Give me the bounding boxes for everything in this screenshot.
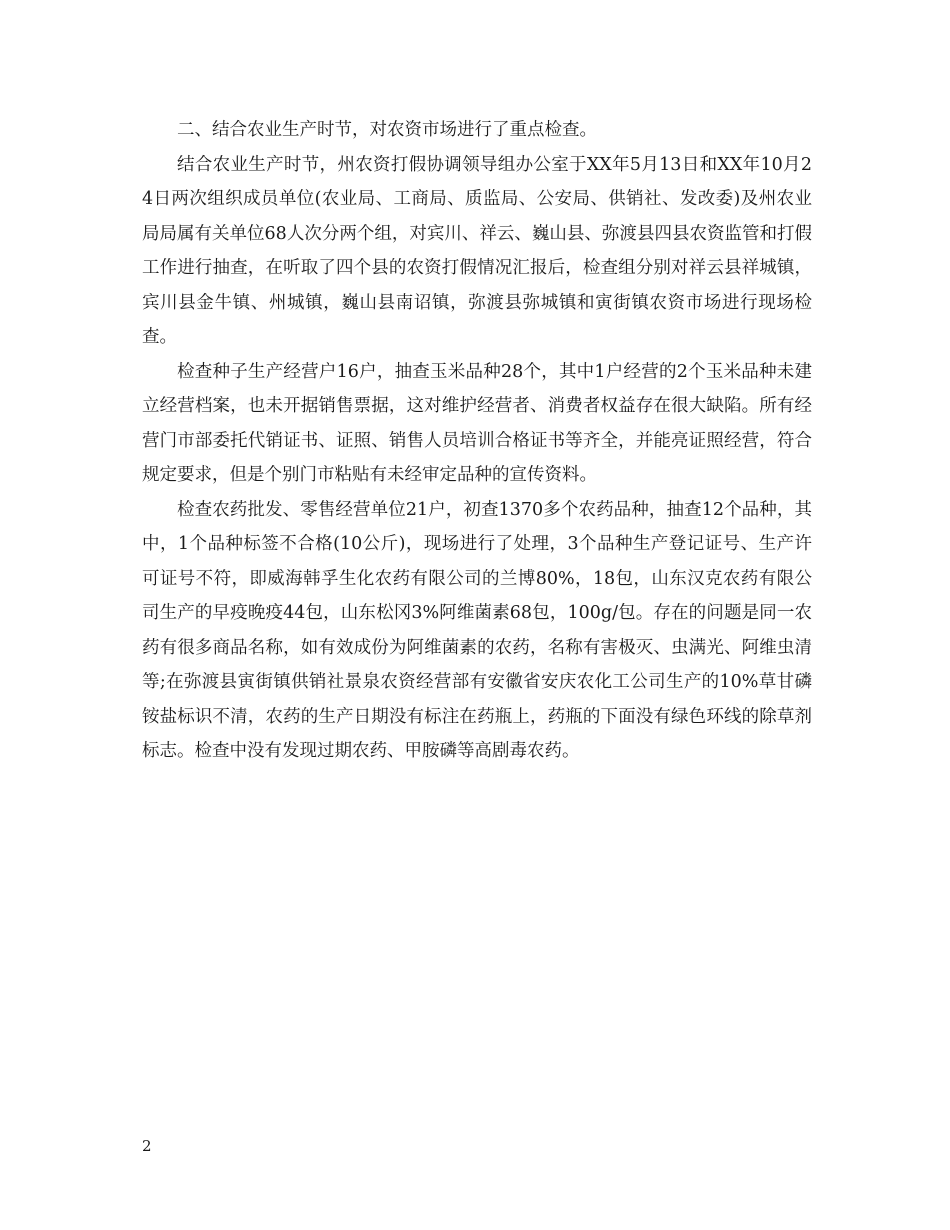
body-paragraph-seed-inspection: 检查种子生产经营户16户，抽查玉米品种28个，其中1户经营的2个玉米品种未建立经营档案，也未开据销售票据，这对维护经营者、消费者权益存在很大缺陷。所有经营门市部委托代销证书、证照、销售人员培训合格证书等齐全，并能亮证照经营，符合规定要求，但是个别门市粘贴有未经审定品种的宣传资料。 — [142, 361, 812, 485]
body-paragraph-inspection-overview: 结合农业生产时节，州农资打假协调领导组办公室于XX年5月13日和XX年10月24日两次组织成员单位(农业局、工商局、质监局、公安局、供销社、发改委)及州农业局局属有关单位68人次分两个组，对宾川、祥云、巍山县、弥渡县四县农资监管和打假工作进行抽查，在听取了四个县的农资打假情况汇报后，检查组分别对祥云县祥城镇，宾川县金牛镇、州城镇，巍山县南诏镇，弥渡县弥城镇和寅街镇农资市场进行现场检查。 — [142, 154, 812, 347]
page-number: 2 — [142, 1137, 152, 1155]
body-paragraph-pesticide-inspection: 检查农药批发、零售经营单位21户，初查1370多个农药品种，抽查12个品种，其中，1个品种标签不合格(10公斤)，现场进行了处理，3个品种生产登记证号、生产许可证号不符，即威海韩孚生化农药有限公司的兰博80%，18包，山东汉克农药有限公司生产的早疫晚疫44包，山东松冈3%阿维菌素68包，100g/包。存在的问题是同一农药有很多商品名称，如有效成份为阿维菌素的农药，名称有害极灭、虫满光、阿维虫清等;在弥渡县寅街镇供销社景泉农资经营部有安徽省安庆农化工公司生产的10%草甘磷铵盐标识不清，农药的生产日期没有标注在药瓶上，药瓶的下面没有绿色环线的除草剂标志。检查中没有发现过期农药、甲胺磷等高剧毒农药。 — [142, 499, 812, 761]
document-body — [142, 113, 812, 769]
section-heading-paragraph: 二、结合农业生产时节，对农资市场进行了重点检查。 — [177, 120, 597, 140]
